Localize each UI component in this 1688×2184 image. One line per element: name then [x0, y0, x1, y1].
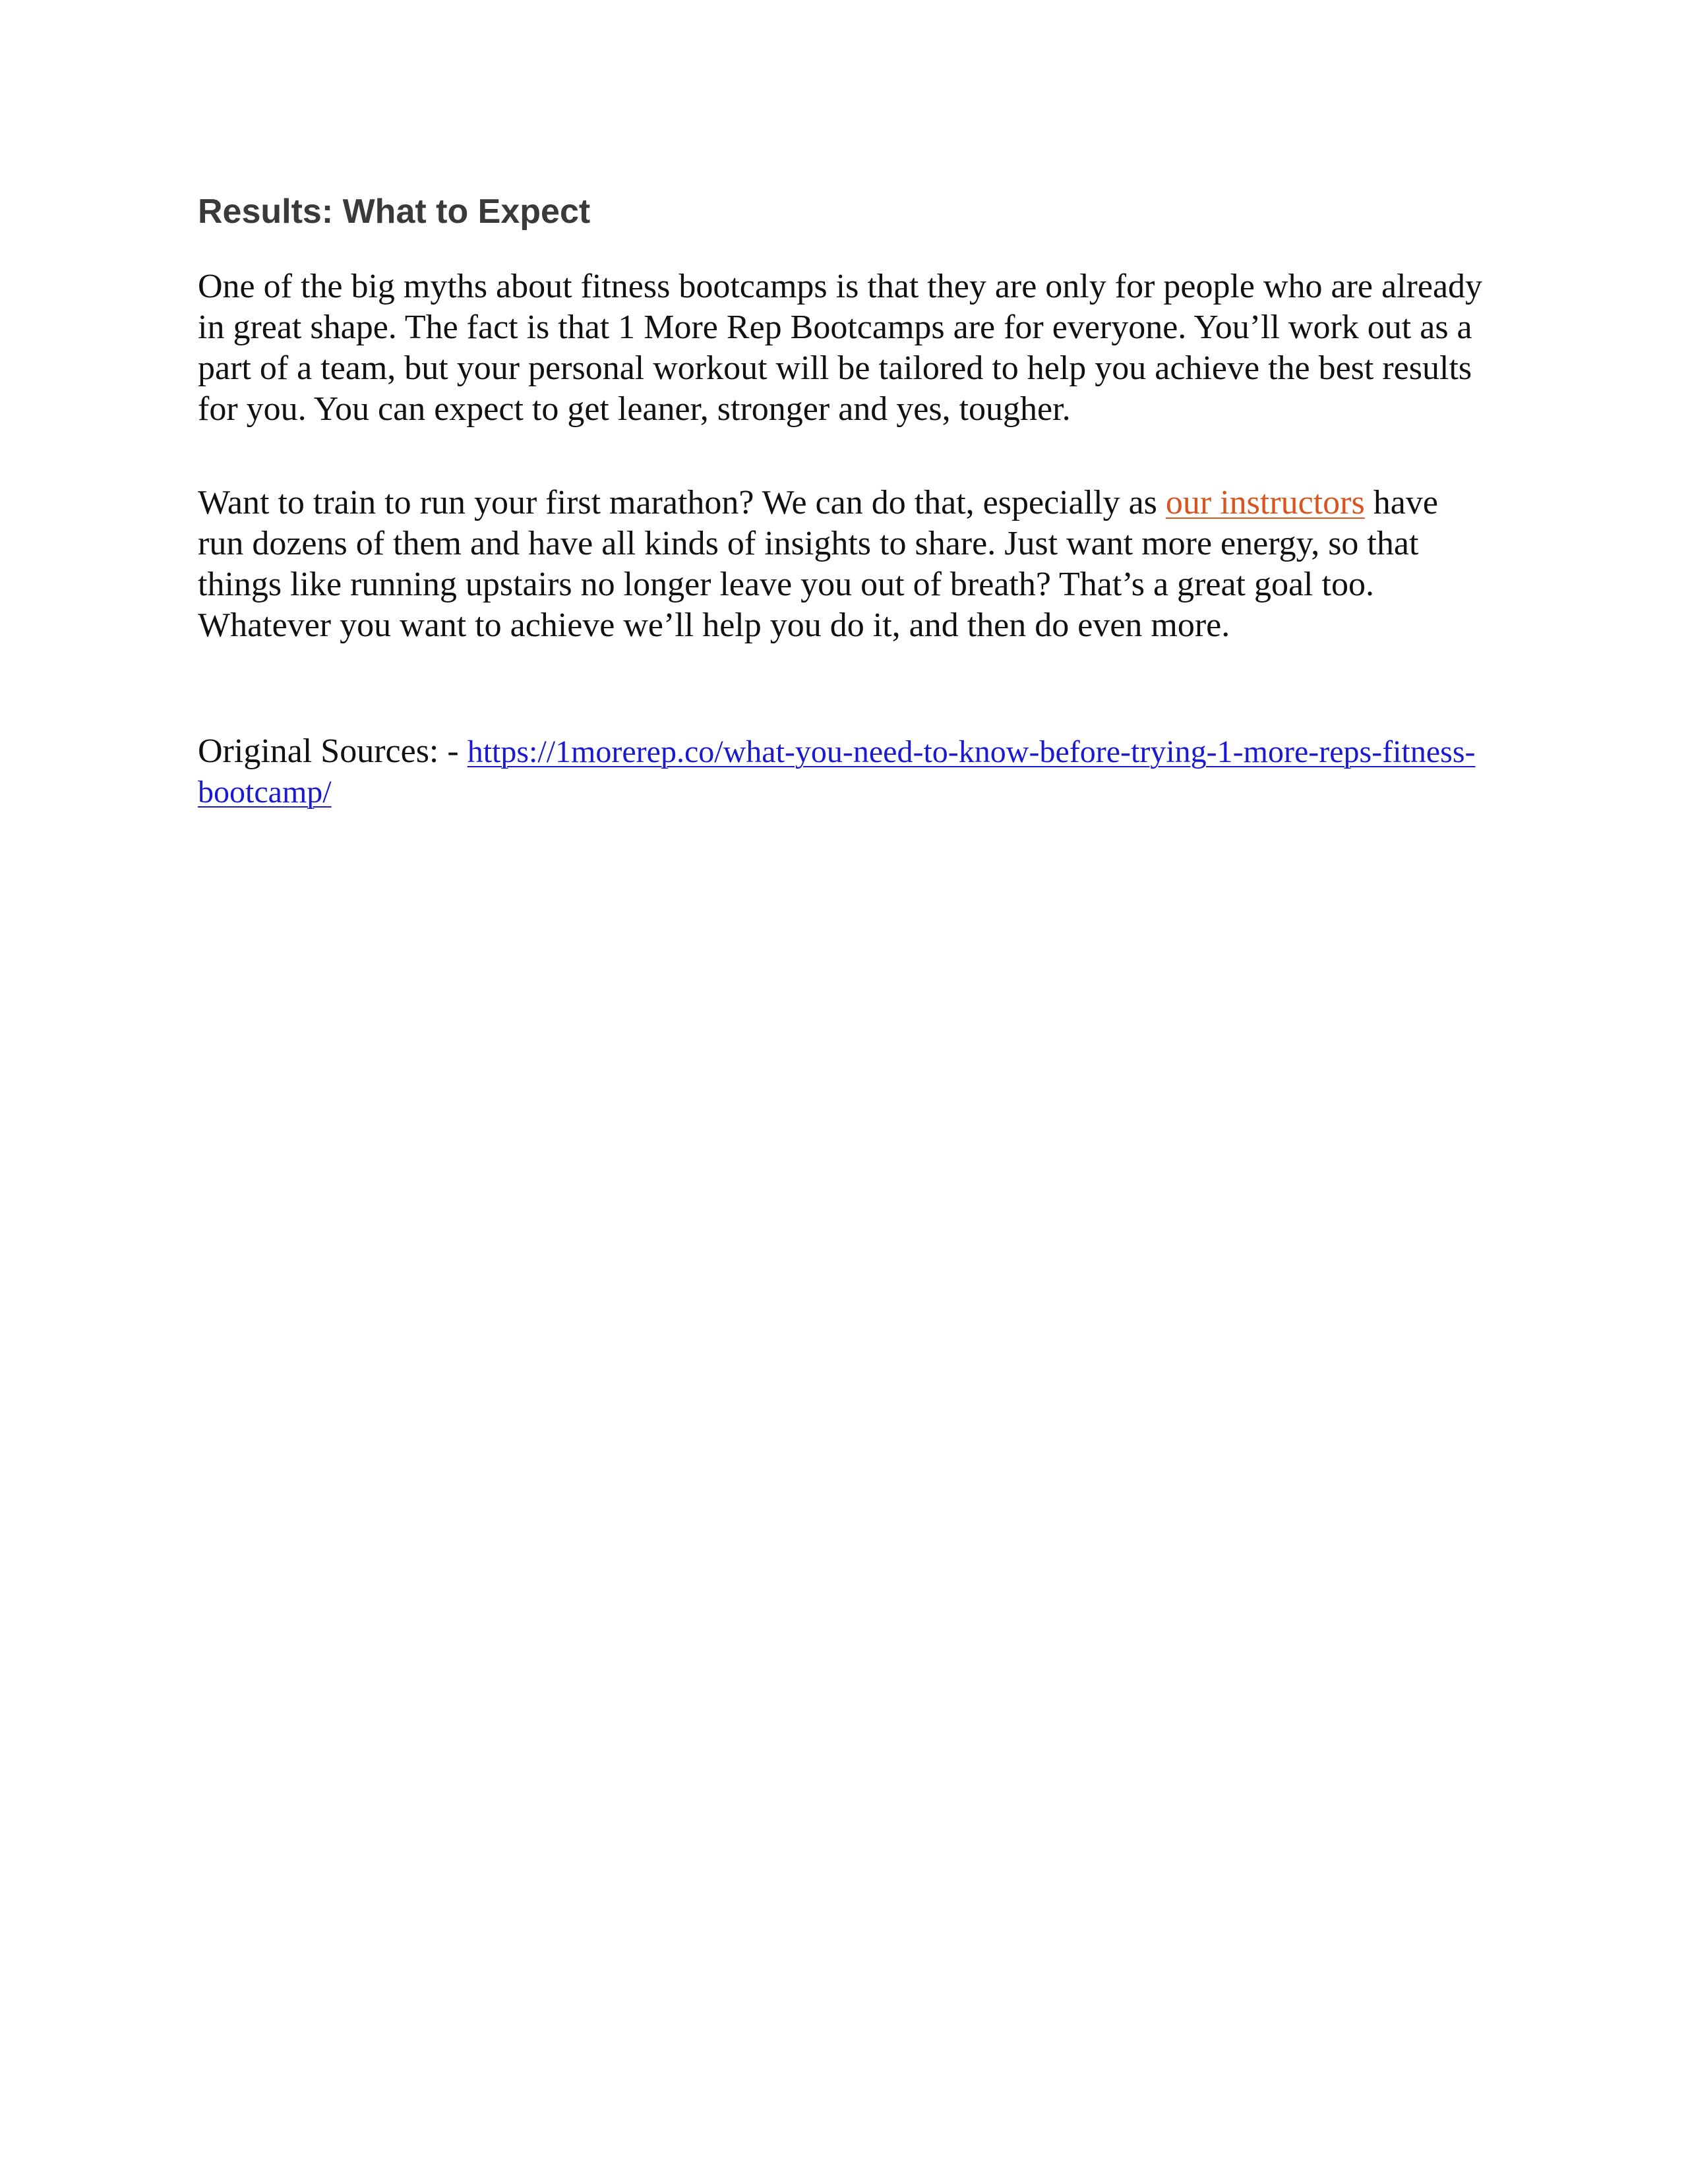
document-body: [198, 191, 1490, 812]
original-sources: [198, 732, 1490, 812]
paragraph-text-after-link: have run dozens of them and have all kinds of insights to share. Just want more energy, so that things like running upstairs no longer leave you out of breath? That’s a great goal too. Whatever you want to achieve we’ll help you do it, and then do even more.: [198, 484, 1438, 645]
section-heading: Results: What to Expect: [198, 192, 591, 231]
paragraph-intro: One of the big myths about fitness bootcamps is that they are only for people who are already in great shape. The fact is that 1 More Rep Bootcamps are for everyone. You’ll work out as a part of a team, but your personal workout will be tailored to help you achieve the best results for you. You can expect to get leaner, stronger and yes, tougher.: [198, 268, 1483, 428]
paragraph-text-before-link: Want to train to run your first marathon? We can do that, especially as: [198, 484, 1166, 522]
paragraph-marathon: [198, 483, 1490, 646]
source-url-link[interactable]: https://1morerep.co/what-you-need-to-know-before-trying-1-more-reps-fitness-bootcamp/: [198, 734, 1476, 810]
instructors-link[interactable]: our instructors: [1165, 484, 1365, 522]
sources-label: Original Sources: -: [198, 732, 467, 771]
